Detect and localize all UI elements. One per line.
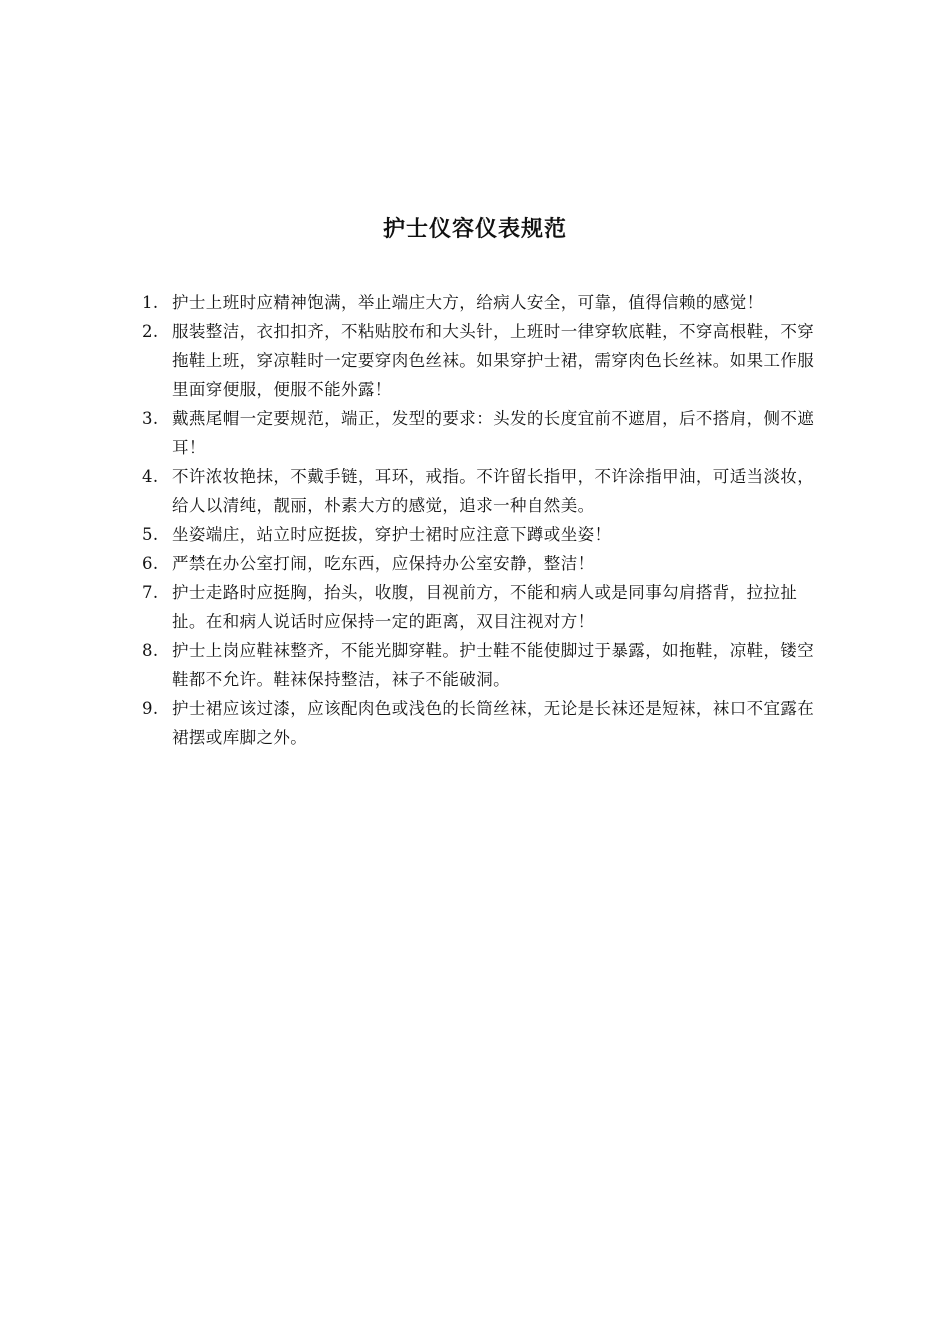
list-item-number: 2. — [142, 322, 159, 341]
list-item-number: 3. — [142, 409, 159, 428]
list-item — [142, 462, 822, 520]
list-item-text: 戴燕尾帽一定要规范，端正，发型的要求：头发的长度宜前不遮眉，后不搭肩，侧不遮耳！ — [172, 409, 815, 457]
list-item — [142, 549, 822, 578]
list-item-text: 服装整洁，衣扣扣齐，不粘贴胶布和大头针，上班时一律穿软底鞋，不穿高根鞋，不穿拖鞋上班，穿凉鞋时一定要穿肉色丝袜。如果穿护士裙，需穿肉色长丝袜。如果工作服里面穿便服，便服不能外露！ — [172, 322, 815, 399]
list-item-number: 7. — [142, 583, 159, 602]
list-item-text: 护士上班时应精神饱满，举止端庄大方，给病人安全，可靠，值得信赖的感觉！ — [172, 293, 764, 312]
list-item-text: 不许浓妆艳抹，不戴手链，耳环，戒指。不许留长指甲，不许涂指甲油，可适当淡妆，给人以清纯，靓丽，朴素大方的感觉，追求一种自然美。 — [172, 467, 815, 515]
list-item-number: 1. — [142, 293, 159, 312]
list-item — [142, 288, 822, 317]
list-item-number: 4. — [142, 467, 159, 486]
list-item — [142, 520, 822, 549]
list-item-number: 8. — [142, 641, 159, 660]
list-item-number: 6. — [142, 554, 159, 573]
list-item-text: 护士上岗应鞋袜整齐，不能光脚穿鞋。护士鞋不能使脚过于暴露，如拖鞋，凉鞋，镂空鞋都不允许。鞋袜保持整洁，袜子不能破洞。 — [172, 641, 815, 689]
list-item-number: 9. — [142, 699, 159, 718]
list-item — [142, 404, 822, 462]
list-item-text: 严禁在办公室打闹，吃东西，应保持办公室安静，整洁！ — [172, 554, 595, 573]
list-item-text: 坐姿端庄，站立时应挺拔，穿护士裙时应注意下蹲或坐姿！ — [172, 525, 612, 544]
list-item — [142, 317, 822, 404]
list-item-text: 护士走路时应挺胸，抬头，收腹，目视前方，不能和病人或是同事勾肩搭背，拉拉扯扯。在和病人说话时应保持一定的距离，双目注视对方！ — [172, 583, 798, 631]
rules-list — [142, 288, 822, 752]
list-item-text: 护士裙应该过漆，应该配肉色或浅色的长筒丝袜，无论是长袜还是短袜，袜口不宜露在裙摆或库脚之外。 — [172, 699, 815, 747]
list-item — [142, 694, 822, 752]
document-title: 护士仪容仪表规范 — [382, 216, 567, 242]
list-item-number: 5. — [142, 525, 159, 544]
list-item — [142, 636, 822, 694]
list-item — [142, 578, 822, 636]
